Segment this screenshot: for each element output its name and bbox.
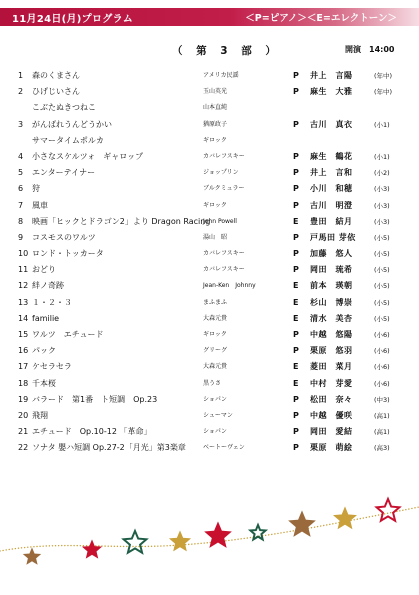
instrument-legend: ＜P=ピアノ＞＜E=エレクトーン＞ bbox=[245, 13, 397, 24]
instrument: P bbox=[293, 184, 299, 194]
performer-grade: (小5) bbox=[374, 282, 390, 291]
instrument: P bbox=[293, 346, 299, 356]
composer: 黒うさ bbox=[203, 379, 222, 387]
program-row bbox=[0, 440, 419, 456]
row-number: 10 bbox=[18, 249, 29, 259]
performer-name: 井上 言陽 bbox=[310, 71, 353, 80]
program-row bbox=[0, 311, 419, 327]
piece-title: がんばれうんどうかい bbox=[32, 119, 112, 129]
row-number: 15 bbox=[18, 330, 29, 339]
instrument: P bbox=[293, 330, 299, 339]
performer-grade: (小6) bbox=[374, 331, 390, 339]
star-icon bbox=[377, 499, 400, 521]
program-row bbox=[0, 359, 419, 375]
instrument: P bbox=[293, 168, 299, 178]
piece-title: 千本桜 bbox=[32, 378, 56, 388]
program-row bbox=[0, 327, 419, 343]
program-row bbox=[0, 214, 419, 230]
instrument: P bbox=[293, 200, 299, 210]
row-number: 3 bbox=[18, 119, 24, 129]
performer-grade: (年中) bbox=[374, 72, 393, 80]
row-number: 20 bbox=[18, 410, 29, 420]
composer: カバレフスキー bbox=[203, 266, 245, 274]
instrument: P bbox=[293, 443, 299, 453]
instrument: P bbox=[293, 151, 299, 161]
program-row bbox=[0, 84, 419, 100]
row-number: 7 bbox=[18, 200, 24, 210]
start-time: 開演 14:00 bbox=[345, 45, 395, 54]
instrument: E bbox=[293, 281, 299, 291]
performer-name: 前本 瑛朝 bbox=[310, 281, 353, 291]
composer: 猶原政子 bbox=[203, 120, 228, 128]
performer-grade: (小6) bbox=[374, 347, 390, 356]
instrument: E bbox=[293, 378, 299, 388]
instrument: P bbox=[293, 119, 299, 129]
program-row bbox=[0, 230, 419, 246]
piece-title: ケセラセラ bbox=[32, 362, 72, 372]
instrument: P bbox=[293, 394, 299, 404]
performer-name: 戸馬田 芽依 bbox=[310, 232, 356, 242]
program-row bbox=[0, 262, 419, 278]
performer-name: 岡田 琉希 bbox=[310, 265, 353, 275]
row-number: 21 bbox=[18, 427, 29, 437]
performer-name: 小川 和穂 bbox=[310, 184, 353, 194]
piece-title: 森のくまさん bbox=[32, 71, 80, 80]
piece-title: コスモスのワルツ bbox=[32, 232, 96, 242]
piece-title: ひげじいさん bbox=[32, 87, 80, 97]
piece-title: バラード 第1番 ト短調 Op.23 bbox=[32, 394, 158, 404]
performer-name: 栗原 萌絵 bbox=[310, 443, 353, 453]
program-row bbox=[0, 133, 419, 149]
performer-grade: (高1) bbox=[374, 411, 390, 420]
performer-name: 井上 言和 bbox=[310, 168, 353, 178]
performer-grade: (小5) bbox=[374, 266, 390, 275]
instrument: P bbox=[293, 232, 299, 242]
program-list bbox=[0, 68, 419, 457]
row-number: 22 bbox=[18, 443, 29, 453]
piece-title: エチュード Op.10-12 「革命」 bbox=[32, 427, 152, 437]
composer: アメリカ民謡 bbox=[203, 72, 239, 79]
instrument: E bbox=[293, 297, 299, 307]
composer: グリーグ bbox=[203, 347, 228, 355]
program-row bbox=[0, 295, 419, 311]
piece-title: 小さなスケルツォ ギャロップ bbox=[32, 151, 144, 161]
performer-grade: (小2) bbox=[374, 169, 390, 178]
composer: ギロック bbox=[203, 331, 227, 338]
piece-title: 飛翔 bbox=[32, 410, 48, 420]
performer-grade: (小3) bbox=[374, 185, 390, 194]
row-number: 12 bbox=[18, 281, 29, 291]
program-row bbox=[0, 246, 419, 262]
instrument: P bbox=[293, 427, 299, 437]
performer-grade: (小3) bbox=[374, 201, 390, 210]
program-row bbox=[0, 149, 419, 165]
star-icon bbox=[336, 509, 355, 527]
piece-title: ロンド・トッカータ bbox=[32, 249, 104, 259]
instrument: P bbox=[293, 249, 299, 259]
piece-title: ワルツ エチュード bbox=[32, 330, 104, 339]
star-icon bbox=[84, 542, 99, 557]
performer-grade: (小3) bbox=[374, 217, 390, 226]
performer-grade: (小5) bbox=[374, 298, 390, 307]
performer-grade: (高1) bbox=[374, 428, 390, 437]
piece-title: パック bbox=[32, 346, 56, 356]
piece-title: 絆ノ奇跡 bbox=[32, 281, 64, 291]
piece-title: こぶたぬきつねこ bbox=[32, 103, 96, 113]
performer-grade: (中3) bbox=[374, 395, 390, 404]
row-number: 9 bbox=[18, 232, 24, 242]
composer: John Powell bbox=[203, 217, 237, 225]
piece-title: おどり bbox=[32, 265, 56, 275]
instrument: P bbox=[293, 410, 299, 420]
performer-name: 清水 美杏 bbox=[310, 313, 353, 323]
composer: 山本直純 bbox=[203, 104, 228, 112]
piece-title: familie bbox=[32, 313, 60, 323]
composer: Jean-Ken Johnny bbox=[203, 282, 256, 290]
performer-grade: (小6) bbox=[374, 379, 390, 388]
performer-name: 麻生 大雅 bbox=[310, 87, 353, 97]
piece-title: エンターテイナー bbox=[32, 168, 96, 178]
composer: 大森元貴 bbox=[203, 314, 228, 322]
row-number: 4 bbox=[18, 151, 24, 161]
instrument: E bbox=[293, 362, 299, 372]
row-number: 16 bbox=[18, 346, 29, 356]
performer-grade: (小5) bbox=[374, 233, 390, 242]
piece-title: サマータイムポルカ bbox=[32, 135, 104, 145]
row-number: 17 bbox=[18, 362, 29, 372]
performer-name: 加藤 悠人 bbox=[310, 249, 353, 259]
composer: ベートーヴェン bbox=[203, 444, 245, 452]
performer-name: 松田 奈々 bbox=[310, 394, 353, 404]
instrument: P bbox=[293, 265, 299, 275]
star-icon bbox=[291, 513, 314, 535]
row-number: 6 bbox=[18, 184, 24, 194]
program-row bbox=[0, 117, 419, 133]
performer-name: 中村 芽愛 bbox=[310, 378, 353, 388]
performer-name: 岡田 愛結 bbox=[310, 427, 353, 437]
program-row bbox=[0, 392, 419, 408]
composer: ギロック bbox=[203, 201, 227, 209]
piece-title: 風車 bbox=[32, 200, 48, 210]
performer-name: 杉山 博崇 bbox=[310, 297, 353, 307]
composer: ショパン bbox=[203, 395, 227, 403]
performer-grade: (小1) bbox=[374, 120, 390, 129]
program-row bbox=[0, 165, 419, 181]
performer-name: 古川 明澄 bbox=[310, 200, 353, 210]
composer: 玉山英光 bbox=[203, 88, 228, 96]
performer-grade: (年中) bbox=[374, 88, 393, 97]
composer: 大森元貴 bbox=[203, 363, 228, 371]
performer-grade: (小5) bbox=[374, 314, 390, 323]
row-number: 5 bbox=[18, 168, 24, 178]
program-row bbox=[0, 278, 419, 294]
row-number: 1 bbox=[18, 71, 24, 80]
composer: まふまふ bbox=[203, 298, 228, 306]
row-number: 8 bbox=[18, 216, 24, 226]
performer-name: 栗原 悠羽 bbox=[310, 346, 353, 356]
performer-name: 豊田 結月 bbox=[310, 216, 353, 226]
performer-name: 中越 悠陽 bbox=[310, 330, 353, 339]
part-title: （ 第 3 部 ） bbox=[172, 45, 281, 57]
performer-grade: (高3) bbox=[374, 444, 390, 453]
composer: ジョップリン bbox=[203, 169, 239, 177]
program-row bbox=[0, 68, 419, 84]
piece-title: 狩 bbox=[32, 184, 40, 194]
performer-name: 麻生 鶴花 bbox=[310, 151, 353, 161]
row-number: 14 bbox=[18, 313, 29, 323]
row-number: 13 bbox=[18, 297, 29, 307]
program-row bbox=[0, 424, 419, 440]
program-row bbox=[0, 181, 419, 197]
performer-grade: (小6) bbox=[374, 363, 390, 372]
piece-title: 映画「ヒックとドラゴン2」より Dragon Racing bbox=[32, 216, 211, 226]
row-number: 11 bbox=[18, 265, 29, 275]
program-row bbox=[0, 100, 419, 116]
star-garland-icon bbox=[0, 495, 419, 565]
composer: ブルクミュラー bbox=[203, 185, 245, 193]
star-icon bbox=[124, 531, 147, 553]
star-icon bbox=[171, 533, 188, 549]
performer-name: 菱田 菜月 bbox=[310, 362, 353, 372]
composer: カバレフスキー bbox=[203, 250, 245, 258]
instrument: P bbox=[293, 87, 299, 97]
program-row bbox=[0, 408, 419, 424]
piece-title: １・２・３ bbox=[32, 297, 72, 307]
instrument: E bbox=[293, 216, 299, 226]
composer: ギロック bbox=[203, 136, 227, 144]
row-number: 18 bbox=[18, 378, 29, 388]
program-row bbox=[0, 343, 419, 359]
composer: カバレフスキー bbox=[203, 152, 245, 160]
program-row bbox=[0, 376, 419, 392]
composer: ショパン bbox=[203, 428, 227, 436]
composer: シューマン bbox=[203, 411, 233, 419]
piece-title: ソナタ 嬰ハ短調 Op.27-2「月光」第3楽章 bbox=[32, 443, 186, 453]
program-row bbox=[0, 198, 419, 214]
performer-name: 中越 優咲 bbox=[310, 410, 353, 420]
performer-grade: (小5) bbox=[374, 250, 390, 259]
performer-grade: (小1) bbox=[374, 152, 390, 161]
program-date: 11月24日(月)プログラム bbox=[12, 14, 134, 25]
instrument: E bbox=[293, 313, 299, 323]
star-icon bbox=[25, 550, 38, 563]
performer-name: 古川 真衣 bbox=[310, 119, 353, 129]
row-number: 2 bbox=[18, 87, 24, 97]
composer: 湯山 昭 bbox=[203, 233, 228, 241]
row-number: 19 bbox=[18, 394, 29, 404]
instrument: P bbox=[293, 71, 299, 80]
